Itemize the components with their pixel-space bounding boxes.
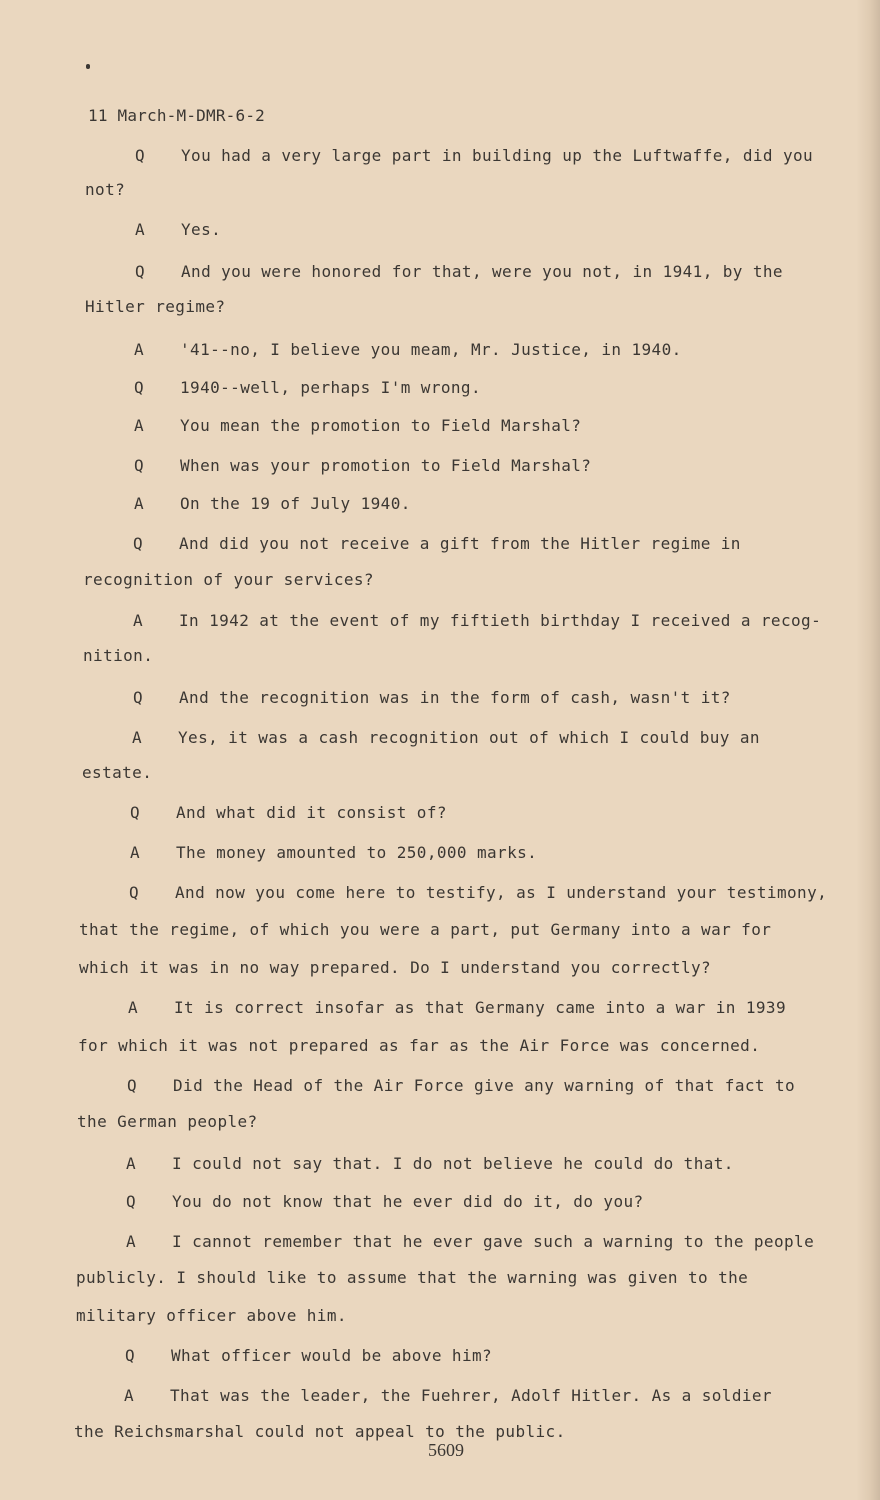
speaker-label: Q <box>130 803 140 822</box>
testimony-line: And did you not receive a gift from the Hitler regime in <box>179 534 741 553</box>
testimony-continuation-line: publicly. I should like to assume that the warning was given to the <box>76 1268 749 1287</box>
speaker-label: A <box>133 611 143 630</box>
testimony-line: The money amounted to 250,000 marks. <box>176 843 538 862</box>
speaker-label: A <box>128 998 138 1017</box>
testimony-line: I could not say that. I do not believe he could do that. <box>172 1154 734 1173</box>
speaker-label: A <box>134 340 144 359</box>
ink-mark <box>86 64 90 69</box>
testimony-line: You do not know that he ever did do it, do you? <box>172 1192 644 1211</box>
speaker-label: A <box>134 494 144 513</box>
speaker-label: Q <box>126 1192 136 1211</box>
speaker-label: A <box>126 1154 136 1173</box>
document-header: 11 March-M-DMR-6-2 <box>88 106 265 125</box>
testimony-line: And now you come here to testify, as I understand your testimony, <box>175 883 828 902</box>
speaker-label: Q <box>127 1076 137 1095</box>
testimony-continuation-line: which it was in no way prepared. Do I understand you correctly? <box>79 958 712 977</box>
testimony-line: '41--no, I believe you meam, Mr. Justice, in 1940. <box>180 340 682 359</box>
page-number: 5609 <box>428 1440 464 1460</box>
testimony-continuation-line: recognition of your services? <box>83 570 374 589</box>
speaker-label: A <box>126 1232 136 1251</box>
testimony-line: You had a very large part in building up the Luftwaffe, did you <box>181 146 814 165</box>
speaker-label: Q <box>129 883 139 902</box>
testimony-line: And what did it consist of? <box>176 803 447 822</box>
speaker-label: Q <box>135 146 145 165</box>
testimony-line: What officer would be above him? <box>171 1346 493 1365</box>
testimony-line: In 1942 at the event of my fiftieth birthday I received a recog- <box>179 611 822 630</box>
testimony-line: Yes, it was a cash recognition out of which I could buy an <box>178 728 760 747</box>
testimony-line: And the recognition was in the form of cash, wasn't it? <box>179 688 731 707</box>
testimony-line: And you were honored for that, were you not, in 1941, by the <box>181 262 783 281</box>
testimony-line: It is correct insofar as that Germany came into a war in 1939 <box>174 998 787 1017</box>
testimony-line: Did the Head of the Air Force give any warning of that fact to <box>173 1076 796 1095</box>
speaker-label: Q <box>133 534 143 553</box>
testimony-line: That was the leader, the Fuehrer, Adolf Hitler. As a soldier <box>170 1386 772 1405</box>
speaker-label: A <box>130 843 140 862</box>
testimony-line: I cannot remember that he ever gave such a warning to the people <box>172 1232 815 1251</box>
speaker-label: Q <box>134 378 144 397</box>
testimony-line: On the 19 of July 1940. <box>180 494 411 513</box>
testimony-continuation-line: for which it was not prepared as far as the Air Force was concerned. <box>78 1036 761 1055</box>
testimony-line: When was your promotion to Field Marshal? <box>180 456 592 475</box>
speaker-label: A <box>134 416 144 435</box>
testimony-line: 1940--well, perhaps I'm wrong. <box>180 378 481 397</box>
speaker-label: A <box>135 220 145 239</box>
testimony-continuation-line: the Reichsmarshal could not appeal to the public. <box>74 1422 566 1441</box>
testimony-continuation-line: the German people? <box>77 1112 258 1131</box>
testimony-continuation-line: not? <box>85 180 126 199</box>
page-edge-shadow <box>856 0 880 1500</box>
testimony-line: Yes. <box>181 220 222 239</box>
testimony-continuation-line: that the regime, of which you were a part, put Germany into a war for <box>79 920 772 939</box>
speaker-label: Q <box>125 1346 135 1365</box>
speaker-label: Q <box>135 262 145 281</box>
speaker-label: Q <box>134 456 144 475</box>
testimony-continuation-line: estate. <box>82 763 153 782</box>
speaker-label: Q <box>133 688 143 707</box>
testimony-continuation-line: military officer above him. <box>76 1306 347 1325</box>
speaker-label: A <box>124 1386 134 1405</box>
speaker-label: A <box>132 728 142 747</box>
testimony-continuation-line: Hitler regime? <box>85 297 226 316</box>
testimony-continuation-line: nition. <box>83 646 154 665</box>
testimony-line: You mean the promotion to Field Marshal? <box>180 416 582 435</box>
